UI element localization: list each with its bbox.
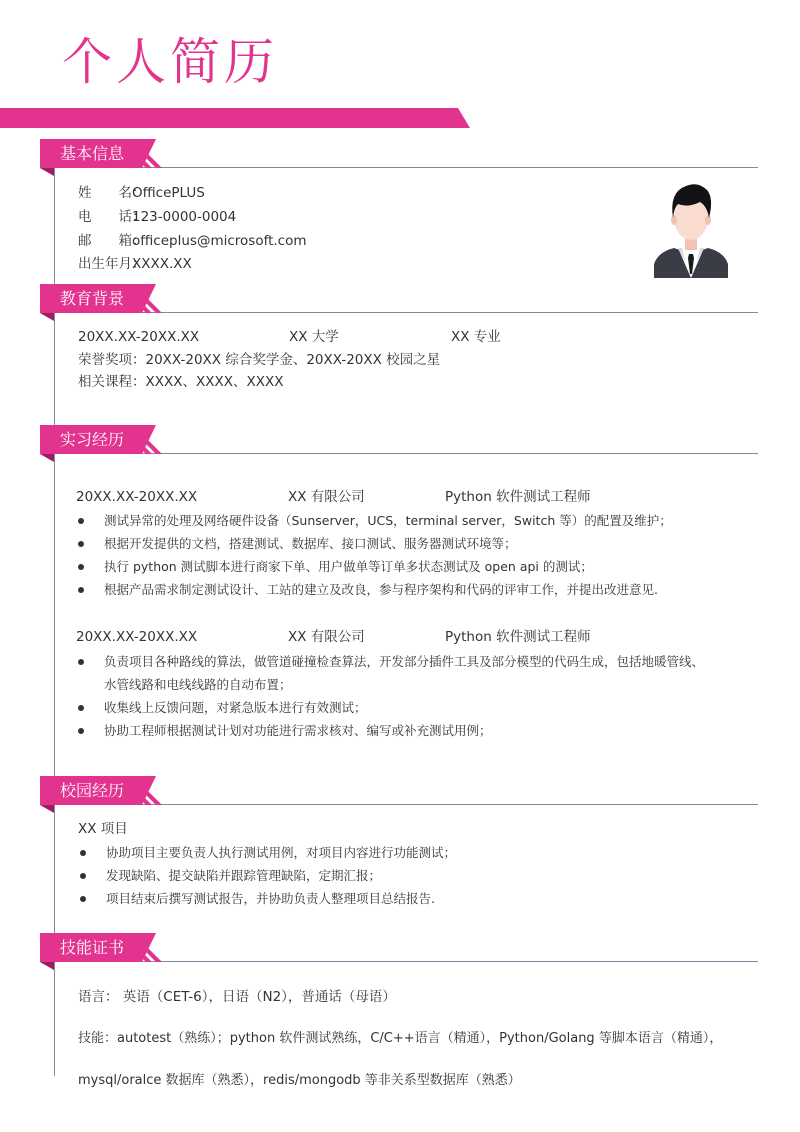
skill-technical: 技能：autotest（熟练）；python 软件测试熟练，C/C++语言（精通），Python/Golang 等脚本语言（精通）， — [78, 1031, 723, 1046]
job-bullet-continued: 水管线路和电线线路的自动布置； — [104, 677, 292, 692]
job-bullet: 收集线上反馈问题，对紧急版本进行有效测试； — [104, 700, 367, 715]
bullet-dot — [78, 564, 84, 570]
bullet-dot — [78, 659, 84, 665]
job-bullet: 根据开发提供的文档，搭建测试、数据库、接口测试、服务器测试环境等； — [104, 536, 517, 551]
email-row — [78, 231, 307, 251]
edu-major: XX 专业 — [451, 329, 501, 345]
job-bullet: 执行 python 测试脚本进行商家下单、用户做单等订单多状态测试及 open api 的测试； — [104, 559, 593, 574]
campus-bullet: 发现缺陷、提交缺陷并跟踪管理缺陷，定期汇报； — [106, 868, 382, 883]
phone-label: 电 话： — [78, 209, 146, 225]
edu-period: 20XX.XX-20XX.XX — [78, 329, 200, 345]
section-title-internship: 实习经历 — [60, 430, 125, 449]
name-value: OfficePLUS — [132, 185, 205, 201]
section-title-education: 教育背景 — [60, 289, 125, 308]
job-role: Python 软件测试工程师 — [445, 489, 591, 505]
edu-courses: 相关课程：XXXX、XXXX、XXXX — [78, 374, 284, 390]
email-value: officeplus@microsoft.com — [132, 233, 307, 249]
tab-fold — [40, 168, 54, 176]
campus-bullet: 项目结束后撰写测试报告，并协助负责人整理项目总结报告. — [106, 891, 435, 906]
job-bullet: 根据产品需求制定测试设计、工站的建立及改良，参与程序架构和代码的评审工作，并提出改进意见. — [104, 582, 658, 597]
bullet-dot — [80, 850, 86, 856]
tab-fold — [40, 962, 54, 970]
job-company: XX 有限公司 — [288, 489, 365, 505]
phone-value: 123-0000-0004 — [132, 209, 237, 225]
tab-fold — [40, 454, 54, 462]
bullet-dot — [80, 873, 86, 879]
job-period: 20XX.XX-20XX.XX — [76, 489, 198, 505]
bullet-dot — [78, 705, 84, 711]
bullet-dot — [78, 541, 84, 547]
skill-language: 语言： 英语（CET-6），日语（N2），普通话（母语） — [78, 989, 396, 1005]
job-period: 20XX.XX-20XX.XX — [76, 629, 198, 645]
name-row — [78, 183, 205, 203]
birth-row — [78, 254, 192, 274]
campus-project: XX 项目 — [78, 821, 128, 837]
section-title-basic: 基本信息 — [60, 144, 125, 163]
job-bullet: 协助工程师根据测试计划对功能进行需求核对、编写或补充测试用例； — [104, 723, 492, 738]
header-banner — [0, 108, 470, 128]
phone-row — [78, 207, 236, 227]
birth-value: XXXX.XX — [132, 256, 192, 272]
tab-fold — [40, 313, 54, 321]
job-company: XX 有限公司 — [288, 629, 365, 645]
bullet-dot — [78, 728, 84, 734]
name-label: 姓 名： — [78, 185, 146, 201]
edu-school: XX 大学 — [289, 329, 339, 345]
edu-honors: 荣誉奖项：20XX-20XX 综合奖学金、20XX-20XX 校园之星 — [78, 352, 441, 368]
bullet-dot — [80, 896, 86, 902]
resume-title: 个人简历 — [62, 33, 278, 91]
avatar — [652, 178, 730, 278]
job-bullet: 负责项目各种路线的算法，做管道碰撞检查算法，开发部分插件工具及部分模型的代码生成，包括地暖管线、 — [104, 654, 705, 669]
bullet-dot — [78, 587, 84, 593]
job-bullet: 测试异常的处理及网络硬件设备（Sunserver，UCS，terminal server，Switch 等）的配置及维护； — [104, 513, 672, 528]
campus-bullet: 协助项目主要负责人执行测试用例，对项目内容进行功能测试； — [106, 845, 457, 860]
section-title-campus: 校园经历 — [60, 781, 125, 800]
skill-technical-continued: mysql/oralce 数据库（熟悉），redis/mongodb 等非关系型数据库（熟悉） — [78, 1073, 521, 1088]
job-role: Python 软件测试工程师 — [445, 629, 591, 645]
birth-label: 出生年月： — [78, 256, 146, 272]
bullet-dot — [78, 518, 84, 524]
tab-fold — [40, 805, 54, 813]
section-title-skills: 技能证书 — [60, 938, 125, 957]
email-label: 邮 箱： — [78, 233, 146, 249]
